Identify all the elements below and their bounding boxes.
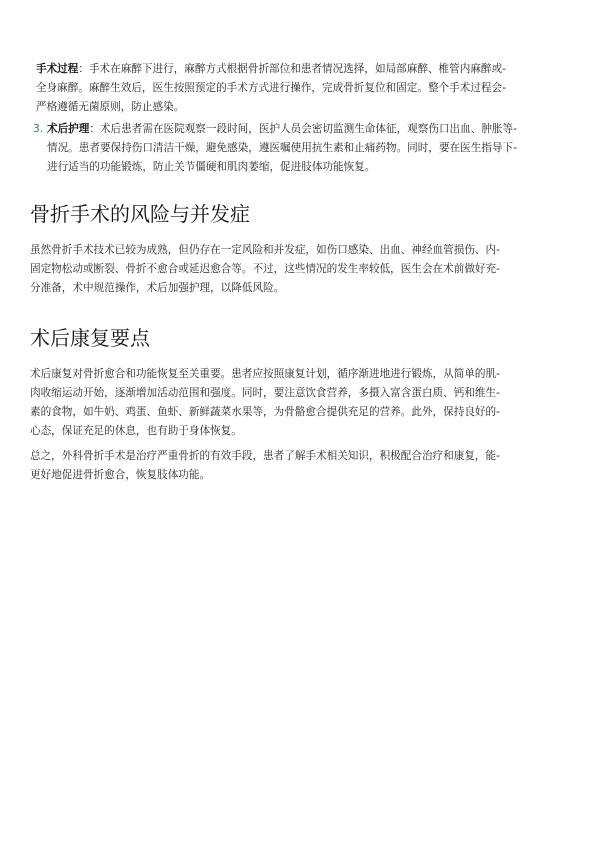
post-op-sep: ： — [89, 123, 100, 135]
risks-line-2: 固定物松动或断裂、骨折不愈合或延迟愈合等。不过，这些情况的发生率较低，医生会在术前做好充- — [30, 263, 500, 275]
recovery-paragraph-2 — [30, 447, 500, 485]
recovery-p2-line-2: 更好地促进骨折愈合，恢复肢体功能。 — [30, 469, 211, 481]
recovery-p1-line-2: 肉收缩运动开始，逐渐增加活动范围和强度。同时，要注意饮食营养，多摄入富含蛋白质、钙和维生- — [30, 387, 500, 399]
post-op-paragraph — [47, 120, 517, 177]
surgery-process-line-1 — [36, 60, 506, 79]
post-op-list-number: 3. — [33, 123, 44, 135]
recovery-p1-line-1: 术后康复对骨折愈合和功能恢复至关重要。患者应按照康复计划，循序渐进地进行锻炼，从简单的肌- — [30, 368, 500, 380]
surgery-process-line-2: 全身麻醉。麻醉生效后，医生按照预定的手术方式进行操作，完成骨折复位和固定。整个手术过程会- — [36, 82, 506, 94]
surgery-process-term: 手术过程 — [36, 63, 79, 75]
risks-heading: 骨折手术的风险与并发症 — [30, 202, 250, 226]
recovery-paragraph-1 — [30, 365, 500, 441]
post-op-term: 术后护理 — [47, 123, 90, 135]
post-op-line-1 — [47, 120, 517, 139]
recovery-p1-line-4: 心态，保证充足的休息，也有助于身体恢复。 — [30, 425, 242, 437]
post-op-line-3: 进行适当的功能锻炼，防止关节僵硬和肌肉萎缩，促进肢体功能恢复。 — [47, 161, 376, 173]
recovery-p1-line-3: 素的食物，如牛奶、鸡蛋、鱼虾、新鲜蔬菜水果等，为骨骼愈合提供充足的营养。此外，保持良好的- — [30, 406, 500, 418]
surgery-process-paragraph — [36, 60, 506, 117]
recovery-p2-line-1: 总之，外科骨折手术是治疗严重骨折的有效手段，患者了解手术相关知识，积极配合治疗和康复，能- — [30, 450, 500, 462]
risks-line-1: 虽然骨折手术技术已较为成熟，但仍存在一定风险和并发症，如伤口感染、出血、神经血管损伤、内- — [30, 244, 500, 256]
post-op-text-1: 术后患者需在医院观察一段时间，医护人员会密切监测生命体征，观察伤口出血、肿胀等- — [99, 123, 517, 135]
risks-paragraph — [30, 241, 500, 298]
surgery-process-sep: ： — [78, 63, 89, 75]
recovery-heading: 术后康复要点 — [30, 326, 150, 350]
surgery-process-line-3: 严格遵循无菌原则，防止感染。 — [36, 101, 185, 113]
risks-line-3: 分准备，术中规范操作，术后加强护理，以降低风险。 — [30, 282, 285, 294]
surgery-process-text-1: 手术在麻醉下进行，麻醉方式根据骨折部位和患者情况选择，如局部麻醉、椎管内麻醉或- — [88, 63, 506, 75]
post-op-line-2: 情况。患者要保持伤口清洁干燥，避免感染，遵医嘱使用抗生素和止痛药物。同时，要在医生指导下- — [47, 142, 517, 154]
